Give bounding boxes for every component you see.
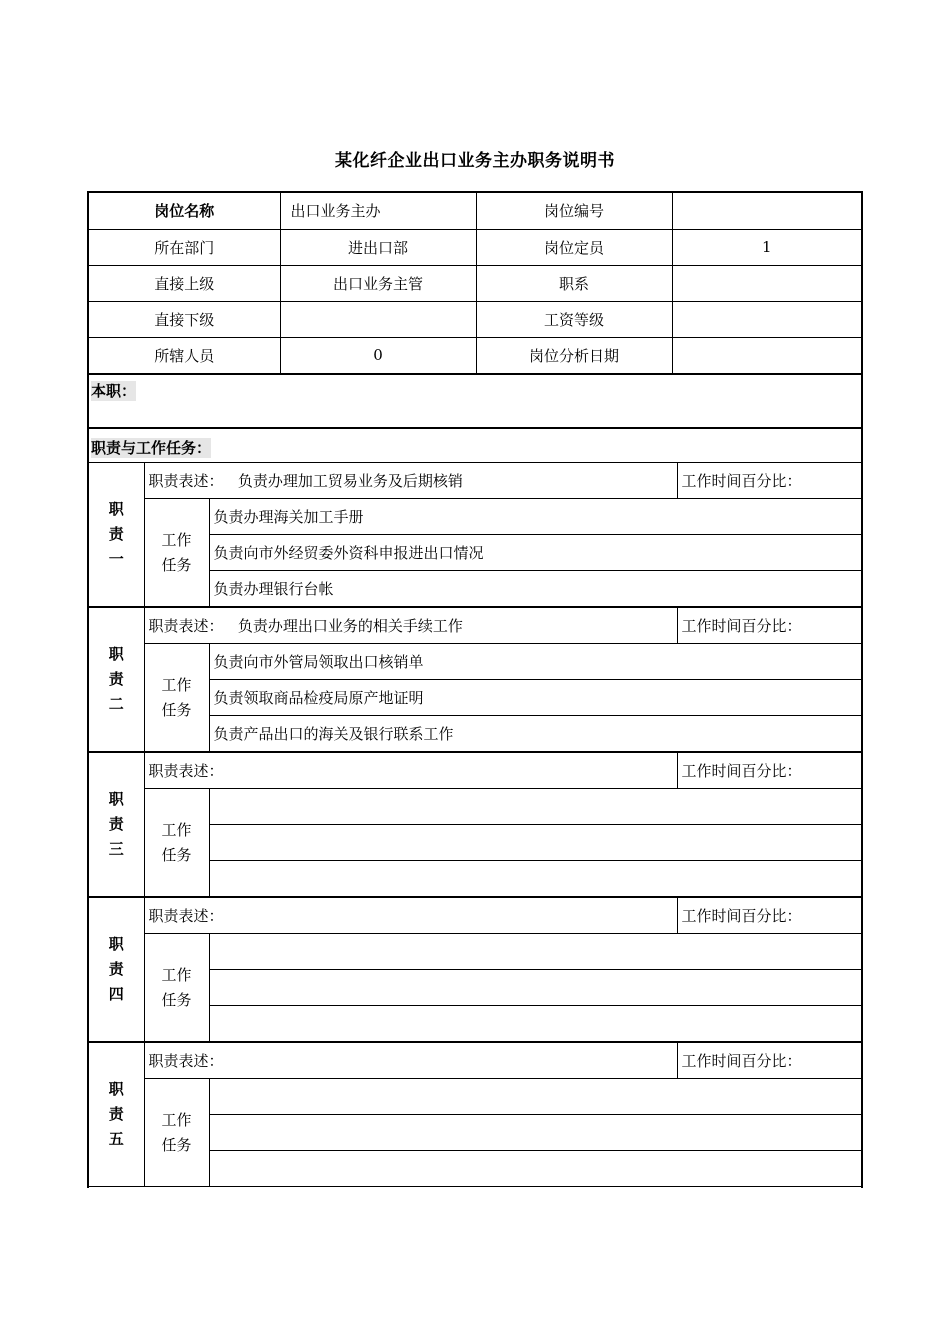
task-item: 负责向市外管局领取出口核销单 — [209, 644, 861, 680]
value-analysis-date — [672, 337, 861, 373]
work-task-label — [144, 644, 209, 752]
duty-char: 责 — [108, 960, 124, 978]
task-label-line: 工作 — [161, 965, 192, 984]
task-label-line: 任务 — [161, 700, 192, 719]
duty-block-5 — [89, 1042, 861, 1187]
work-task-label — [144, 789, 209, 897]
task-item — [209, 1115, 861, 1151]
task-item — [209, 934, 861, 970]
value-direct-subordinate — [280, 301, 476, 337]
duty-number: 五 — [108, 1130, 124, 1148]
time-percentage-label: 工作时间百分比： — [677, 1043, 861, 1079]
task-label-line: 工作 — [161, 675, 192, 694]
value-salary-grade — [672, 301, 861, 337]
label-department: 所在部门 — [89, 229, 280, 265]
task-item — [209, 970, 861, 1006]
duty-number: 三 — [108, 840, 124, 858]
time-percentage-label: 工作时间百分比： — [677, 608, 861, 644]
duty-description: 负责办理加工贸易业务及后期核销 — [237, 472, 463, 490]
duty-heading-1 — [89, 463, 144, 607]
task-label-line: 任务 — [161, 555, 192, 574]
label-direct-subordinate: 直接下级 — [89, 301, 280, 337]
duty-char: 职 — [108, 790, 124, 808]
job-description-form — [87, 191, 863, 1188]
time-percentage-label: 工作时间百分比： — [677, 753, 861, 789]
value-job-family — [672, 265, 861, 301]
duty-description-cell — [144, 463, 677, 499]
value-staff-managed: 0 — [280, 337, 476, 373]
document-title: 某化纤企业出口业务主办职务说明书 — [335, 151, 615, 171]
value-direct-superior: 出口业务主管 — [280, 265, 476, 301]
benzhi-section — [89, 373, 861, 427]
duty-char: 责 — [108, 1105, 124, 1123]
desc-label: 职责表述： — [148, 472, 224, 490]
task-item: 负责办理银行台帐 — [209, 571, 861, 607]
duties-section-header — [89, 427, 861, 463]
label-headcount: 岗位定员 — [476, 229, 672, 265]
basic-info-table — [89, 193, 861, 374]
task-item: 负责向市外经贸委外资科申报进出口情况 — [209, 535, 861, 571]
duty-char: 责 — [108, 670, 124, 688]
work-task-label — [144, 934, 209, 1042]
desc-label: 职责表述： — [148, 907, 224, 925]
task-item — [209, 1151, 861, 1187]
desc-label: 职责表述： — [148, 762, 224, 780]
duty-description-cell — [144, 753, 677, 789]
duty-char: 职 — [108, 935, 124, 953]
task-item — [209, 861, 861, 897]
value-position-name: 出口业务主办 — [280, 193, 476, 229]
task-label-line: 任务 — [161, 845, 192, 864]
duty-number: 一 — [108, 550, 124, 568]
duty-description-cell — [144, 608, 677, 644]
value-department: 进出口部 — [280, 229, 476, 265]
label-position-code: 岗位编号 — [476, 193, 672, 229]
time-percentage-label: 工作时间百分比： — [677, 463, 861, 499]
info-row-1 — [89, 193, 861, 229]
task-label-line: 任务 — [161, 990, 192, 1009]
label-staff-managed: 所辖人员 — [89, 337, 280, 373]
duty-char: 职 — [108, 1080, 124, 1098]
task-label-line: 工作 — [161, 530, 192, 549]
value-position-code — [672, 193, 861, 229]
duty-block-4 — [89, 897, 861, 1042]
task-item: 负责办理海关加工手册 — [209, 499, 861, 535]
duty-description-cell — [144, 1043, 677, 1079]
duty-heading-5 — [89, 1043, 144, 1187]
duty-char: 职 — [108, 500, 124, 518]
duty-block-1 — [89, 462, 861, 607]
desc-label: 职责表述： — [148, 617, 224, 635]
task-item: 负责领取商品检疫局原产地证明 — [209, 680, 861, 716]
duty-char: 责 — [108, 525, 124, 543]
label-job-family: 职系 — [476, 265, 672, 301]
time-percentage-label: 工作时间百分比： — [677, 898, 861, 934]
task-label-line: 任务 — [161, 1135, 192, 1154]
task-label-line: 工作 — [161, 1110, 192, 1129]
duty-heading-2 — [89, 608, 144, 752]
info-row-3 — [89, 265, 861, 301]
duty-char: 职 — [108, 645, 124, 663]
duty-description: 负责办理出口业务的相关手续工作 — [237, 617, 463, 635]
duty-heading-4 — [89, 898, 144, 1042]
duty-block-3 — [89, 752, 861, 897]
duty-number: 二 — [108, 695, 124, 713]
duties-label: 职责与工作任务： — [91, 439, 212, 457]
duty-block-2 — [89, 607, 861, 752]
label-direct-superior: 直接上级 — [89, 265, 280, 301]
duty-heading-3 — [89, 753, 144, 897]
work-task-label — [144, 1079, 209, 1187]
task-item — [209, 1006, 861, 1042]
duty-char: 责 — [108, 815, 124, 833]
benzhi-label: 本职： — [91, 382, 137, 400]
duty-description-cell — [144, 898, 677, 934]
label-position-name: 岗位名称 — [89, 193, 280, 229]
task-label-line: 工作 — [161, 820, 192, 839]
task-item — [209, 789, 861, 825]
value-headcount: 1 — [672, 229, 861, 265]
task-item — [209, 1079, 861, 1115]
task-item — [209, 825, 861, 861]
desc-label: 职责表述： — [148, 1052, 224, 1070]
info-row-4 — [89, 301, 861, 337]
task-item: 负责产品出口的海关及银行联系工作 — [209, 716, 861, 752]
duty-number: 四 — [108, 985, 124, 1003]
info-row-2 — [89, 229, 861, 265]
label-salary-grade: 工资等级 — [476, 301, 672, 337]
info-row-5 — [89, 337, 861, 373]
label-analysis-date: 岗位分析日期 — [476, 337, 672, 373]
work-task-label — [144, 499, 209, 607]
